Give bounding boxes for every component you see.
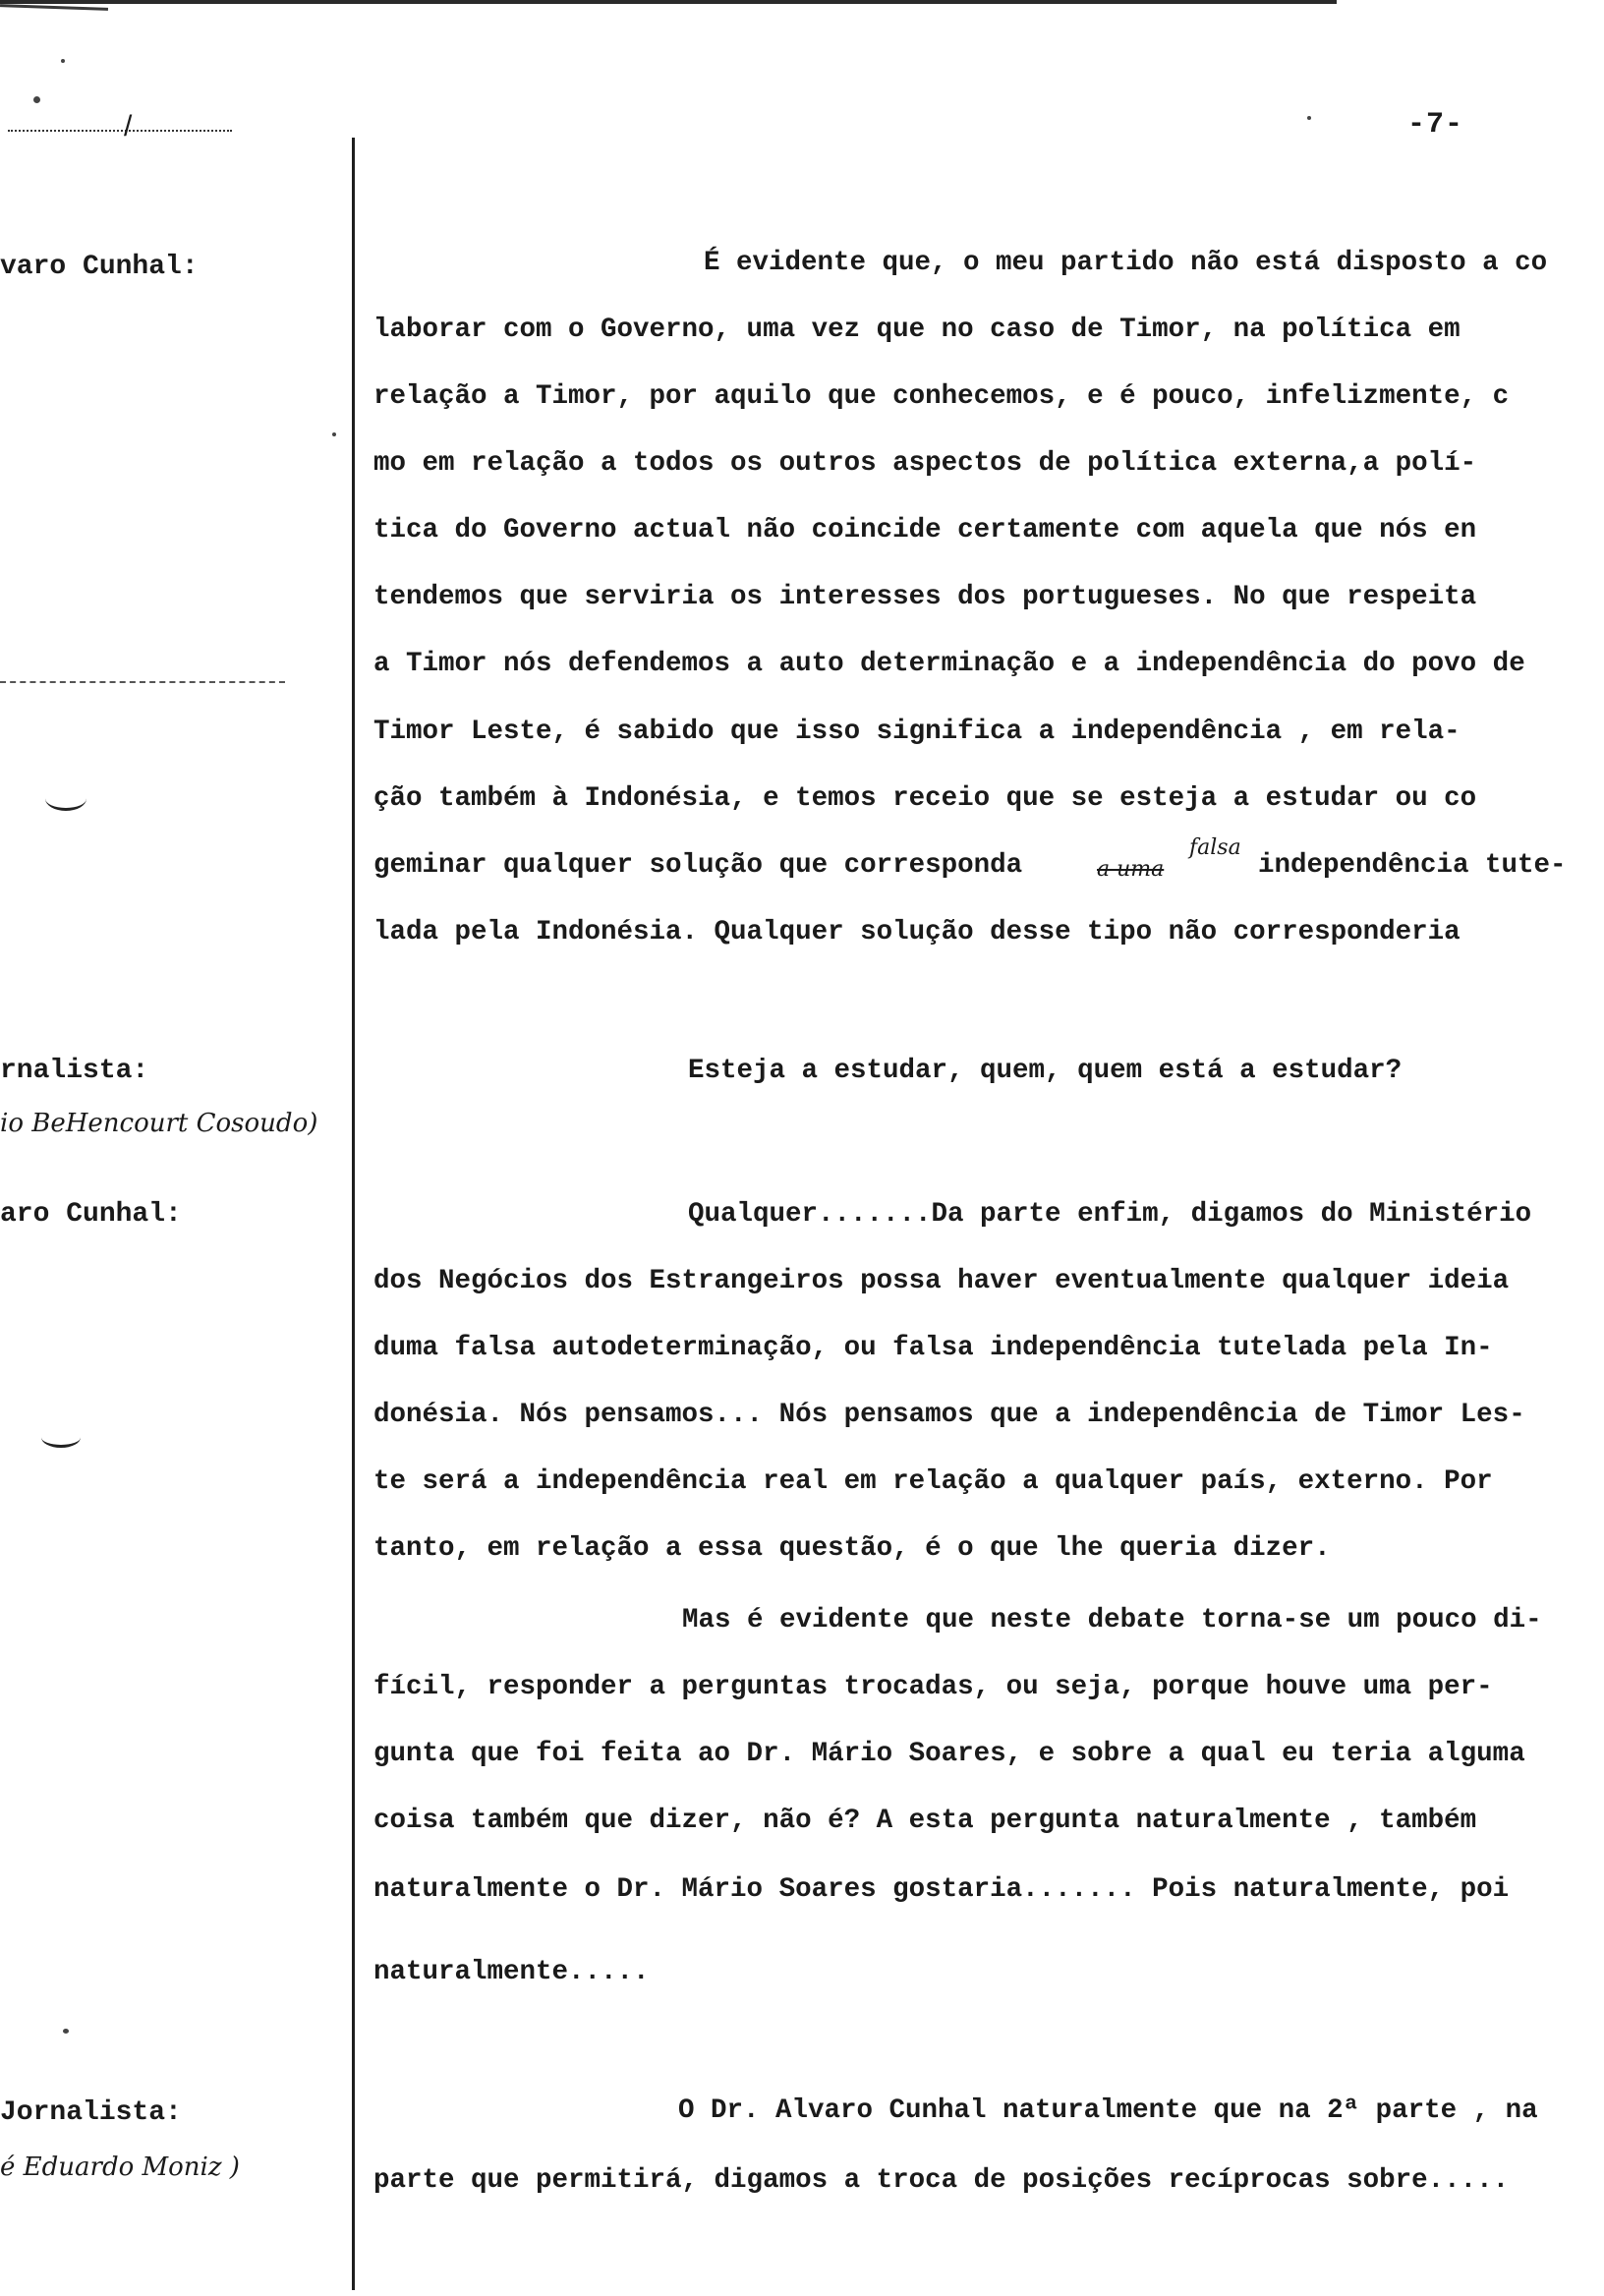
text-line: tica do Governo actual não coincide certamente com aquela que nós en <box>373 515 1477 545</box>
margin-scribble <box>45 786 86 811</box>
column-divider <box>352 138 355 2290</box>
header-signature-line <box>8 130 232 132</box>
text-line: mo em relação a todos os outros aspectos de política externa,a polí- <box>373 448 1477 479</box>
speaker-label: rnalista: <box>0 1056 149 1086</box>
margin-scribble <box>41 1427 81 1448</box>
scan-speck <box>1307 116 1311 120</box>
text-line: relação a Timor, por aquilo que conhecemos, e é pouco, infelizmente, c <box>373 381 1510 412</box>
text-line: fícil, responder a perguntas trocadas, ou seja, porque houve uma per- <box>373 1672 1493 1702</box>
speaker-name-handwritten: io BeHencourt Cosoudo) <box>0 1109 318 1138</box>
handwritten-insert: falsa <box>1189 835 1241 860</box>
text-line: tendemos que serviria os interesses dos portugueses. No que respeita <box>373 582 1477 612</box>
scan-speck <box>63 2029 69 2034</box>
text-line: ção também à Indonésia, e temos receio que se esteja a estudar ou co <box>373 783 1477 814</box>
speaker-label: varo Cunhal: <box>0 252 199 282</box>
text-line: geminar qualquer solução que corresponda <box>373 850 1023 881</box>
text-line: naturalmente..... <box>373 1957 650 1987</box>
text-line: tanto, em relação a essa questão, é o que lhe queria dizer. <box>373 1533 1331 1564</box>
top-scan-mark <box>0 4 108 11</box>
text-line: donésia. Nós pensamos... Nós pensamos que a independência de Timor Les- <box>373 1400 1525 1430</box>
struck-insert: a uma <box>1097 857 1165 882</box>
text-line: laborar com o Governo, uma vez que no caso de Timor, na política em <box>373 315 1461 345</box>
text-line: Qualquer.......Da parte enfim, digamos do Ministério <box>688 1199 1532 1230</box>
scan-speck <box>332 432 336 436</box>
top-scan-edge <box>0 0 1337 4</box>
text-line: O Dr. Alvaro Cunhal naturalmente que na 2ª parte , na <box>678 2095 1538 2126</box>
scan-speck <box>61 59 65 63</box>
speaker-label: aro Cunhal: <box>0 1199 182 1230</box>
text-line: coisa também que dizer, não é? A esta pergunta naturalmente , também <box>373 1806 1477 1836</box>
text-line: a Timor nós defendemos a auto determinação e a independência do povo de <box>373 649 1525 679</box>
text-line: É evidente que, o meu partido não está disposto a co <box>704 248 1548 278</box>
text-line: naturalmente o Dr. Mário Soares gostaria....... Pois naturalmente, poi <box>373 1874 1510 1905</box>
text-line: Mas é evidente que neste debate torna-se um pouco di- <box>682 1605 1542 1636</box>
scan-speck <box>33 96 40 103</box>
text-line: lada pela Indonésia. Qualquer solução desse tipo não corresponderia <box>373 917 1461 947</box>
text-line: independência tute- <box>1258 850 1567 881</box>
page-number: -7- <box>1407 108 1464 142</box>
margin-dashed-line <box>0 681 285 683</box>
text-line: duma falsa autodeterminação, ou falsa independência tutelada pela In- <box>373 1333 1493 1363</box>
text-line: Esteja a estudar, quem, quem está a estudar? <box>688 1056 1403 1086</box>
speaker-name-handwritten: é Eduardo Moniz ) <box>0 2152 240 2182</box>
header-mark: / <box>124 110 133 143</box>
speaker-label: Jornalista: <box>0 2097 182 2128</box>
text-line: gunta que foi feita ao Dr. Mário Soares, e sobre a qual eu teria alguma <box>373 1739 1525 1769</box>
text-line: te será a independência real em relação a qualquer país, externo. Por <box>373 1466 1493 1497</box>
text-line: dos Negócios dos Estrangeiros possa haver eventualmente qualquer ideia <box>373 1266 1510 1296</box>
text-line: Timor Leste, é sabido que isso significa a independência , em rela- <box>373 717 1461 747</box>
text-line: parte que permitirá, digamos a troca de posições recíprocas sobre..... <box>373 2165 1510 2196</box>
